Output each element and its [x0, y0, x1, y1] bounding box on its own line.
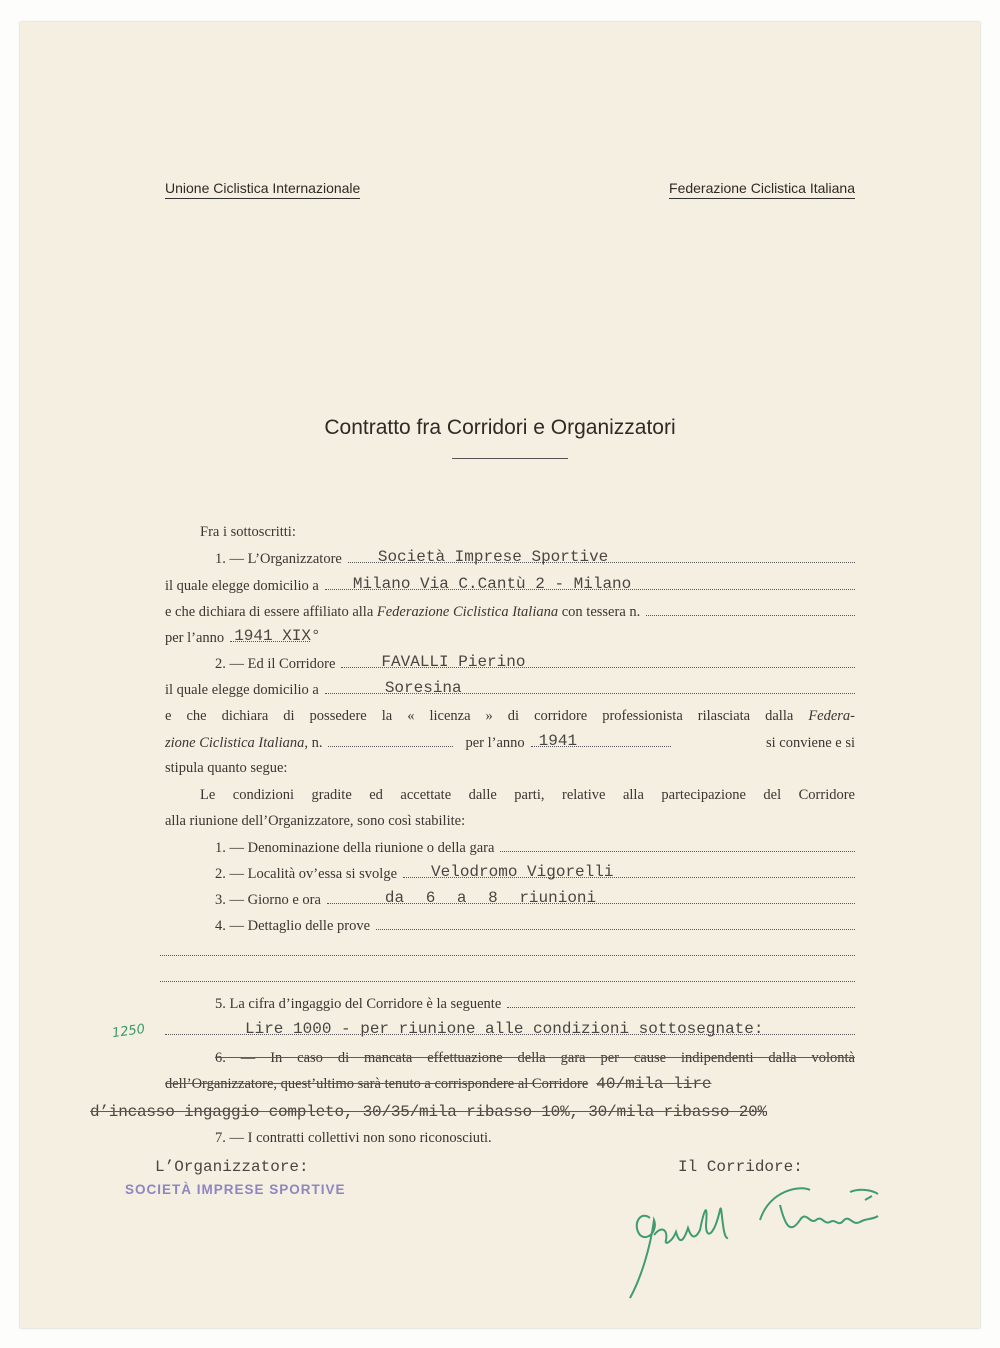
conditions-line-1 [200, 785, 855, 805]
year-label: per l’anno [165, 630, 225, 646]
item-2-value: Velodromo Vigorelli [431, 863, 614, 881]
organizer-domicile-field [325, 575, 855, 593]
item-5-line [215, 993, 855, 1013]
organizer-line [215, 548, 855, 568]
card-number-field [646, 601, 855, 616]
item-6-text-1: 6. — In caso di mancata effettuazione della gara per cause indipendenti dalla volontà [215, 1050, 855, 1066]
organizer-year-value: 1941 XIX° [234, 627, 321, 645]
rider-field [341, 653, 855, 671]
licence-number-field [328, 732, 453, 747]
conditions-text-2: alla riunione dell’Organizzatore, sono così stabilite: [165, 813, 466, 829]
item-4-field [376, 915, 855, 930]
item-4-extra-field-2 [160, 967, 855, 982]
item-3-line [215, 889, 855, 909]
organizer-field [348, 548, 855, 566]
header-fci: Federazione Ciclistica Italiana [669, 180, 855, 199]
affiliation-federation: Federazione Ciclistica Italiana [376, 604, 559, 620]
affiliation-card-label: con tessera n. [561, 604, 641, 620]
organizer-value: Società Imprese Sportive [377, 548, 609, 566]
licence-line [165, 706, 855, 726]
rider-value: FAVALLI Pierino [381, 653, 526, 671]
stipula-line [165, 758, 287, 778]
licence-federation-part2: zione Ciclistica Italiana [165, 735, 305, 751]
title-rule [452, 458, 568, 459]
item-5-value: Lire 1000 - per riunione alle condizioni sottosegnate: [245, 1020, 764, 1038]
item-6-line-1 [215, 1048, 855, 1068]
licence-text: e che dichiara di possedere la « licenza » di corridore professionista rilasciata dalla [165, 708, 794, 724]
item-6-line-2 [165, 1074, 712, 1094]
affiliation-text: e che dichiara di essere affiliato alla [165, 604, 374, 620]
rider-signature-label [678, 1157, 803, 1177]
handwritten-correction: 1250 [111, 1021, 146, 1042]
licence-number-label: , n. [304, 735, 323, 751]
licence-year-value: 1941 [538, 732, 578, 750]
conditions-text-1: Le condizioni gradite ed accettate dalle parti, relative alla partecipazione del Corridore [200, 787, 855, 803]
item-4-extra-field-1 [160, 941, 855, 956]
item-7-text: 7. — I contratti collettivi non sono riconosciuti. [215, 1130, 492, 1146]
organizer-domicile-line [165, 575, 855, 595]
item-6-typed-3: d’incasso ingaggio completo, 30/35/mila ribasso 10%, 30/mila ribasso 20% [90, 1103, 767, 1121]
item-3-field [327, 889, 855, 907]
item-4-label: 4. — Dettaglio delle prove [215, 918, 371, 934]
rider-signature-text: Il Corridore: [678, 1158, 803, 1176]
item-7-line [215, 1128, 492, 1148]
item-6-line-3 [90, 1102, 767, 1122]
licence-end-text: si conviene e si [766, 735, 855, 751]
item-2-field [403, 863, 855, 881]
licence-number-line [165, 732, 855, 752]
item-4-line [215, 915, 855, 935]
rider-line [215, 653, 855, 673]
rider-domicile-value: Soresina [384, 679, 462, 697]
intro [200, 522, 296, 542]
domicile-label: il quale elegge domicilio a [165, 682, 319, 698]
item-5-label: 5. La cifra d’ingaggio del Corridore è la seguente [215, 996, 502, 1012]
item-5-value-line [165, 1020, 855, 1040]
item-1-line [215, 837, 855, 857]
item-6-typed-2: 40/mila lire [596, 1075, 712, 1093]
rider-domicile-field [325, 679, 855, 697]
organizer-domicile-value: Milano Via C.Cantù 2 - Milano [352, 575, 632, 593]
licence-year-field [531, 732, 671, 750]
licence-year-label: per l’anno [465, 735, 525, 751]
document-page [20, 22, 980, 1328]
item-5-value-field [165, 1020, 855, 1038]
item-5-field [507, 993, 855, 1008]
item-1-label: 1. — Denominazione della riunione o della gara [215, 840, 495, 856]
item-2-label: 2. — Località ov’essa si svolge [215, 866, 398, 882]
domicile-label: il quale elegge domicilio a [165, 578, 319, 594]
affiliation-line [165, 601, 855, 621]
organizer-year-line [165, 627, 321, 647]
licence-federation-part1: Federa- [808, 708, 856, 724]
stipula-text: stipula quanto segue: [165, 760, 288, 776]
organizer-signature-label [155, 1157, 309, 1177]
conditions-line-2 [165, 811, 465, 831]
document-title: Contratto fra Corridori e Organizzatori [324, 416, 676, 439]
intro-text: Fra i sottoscritti: [200, 524, 296, 540]
item-3-value: da 6 a 8 riunioni [384, 889, 597, 907]
organizer-year-field [230, 627, 321, 645]
item-4-extra-1 [160, 941, 855, 961]
item-6-text-2: dell’Organizzatore, quest’ultimo sarà tenuto a corrispondere al Corridore [165, 1076, 589, 1092]
rider-domicile-line [165, 679, 855, 699]
organizer-label: 1. — L’Organizzatore [215, 551, 342, 567]
rider-signature [610, 1180, 980, 1305]
item-3-label: 3. — Giorno e ora [215, 892, 321, 908]
item-2-line [215, 863, 855, 883]
organizer-stamp: SOCIETÀ IMPRESE SPORTIVE [125, 1182, 346, 1197]
header-uci: Unione Ciclistica Internazionale [165, 180, 360, 199]
item-4-extra-2 [160, 967, 855, 987]
item-1-field [500, 837, 855, 852]
rider-label: 2. — Ed il Corridore [215, 656, 336, 672]
organizer-signature-text: L’Organizzatore: [155, 1158, 309, 1176]
